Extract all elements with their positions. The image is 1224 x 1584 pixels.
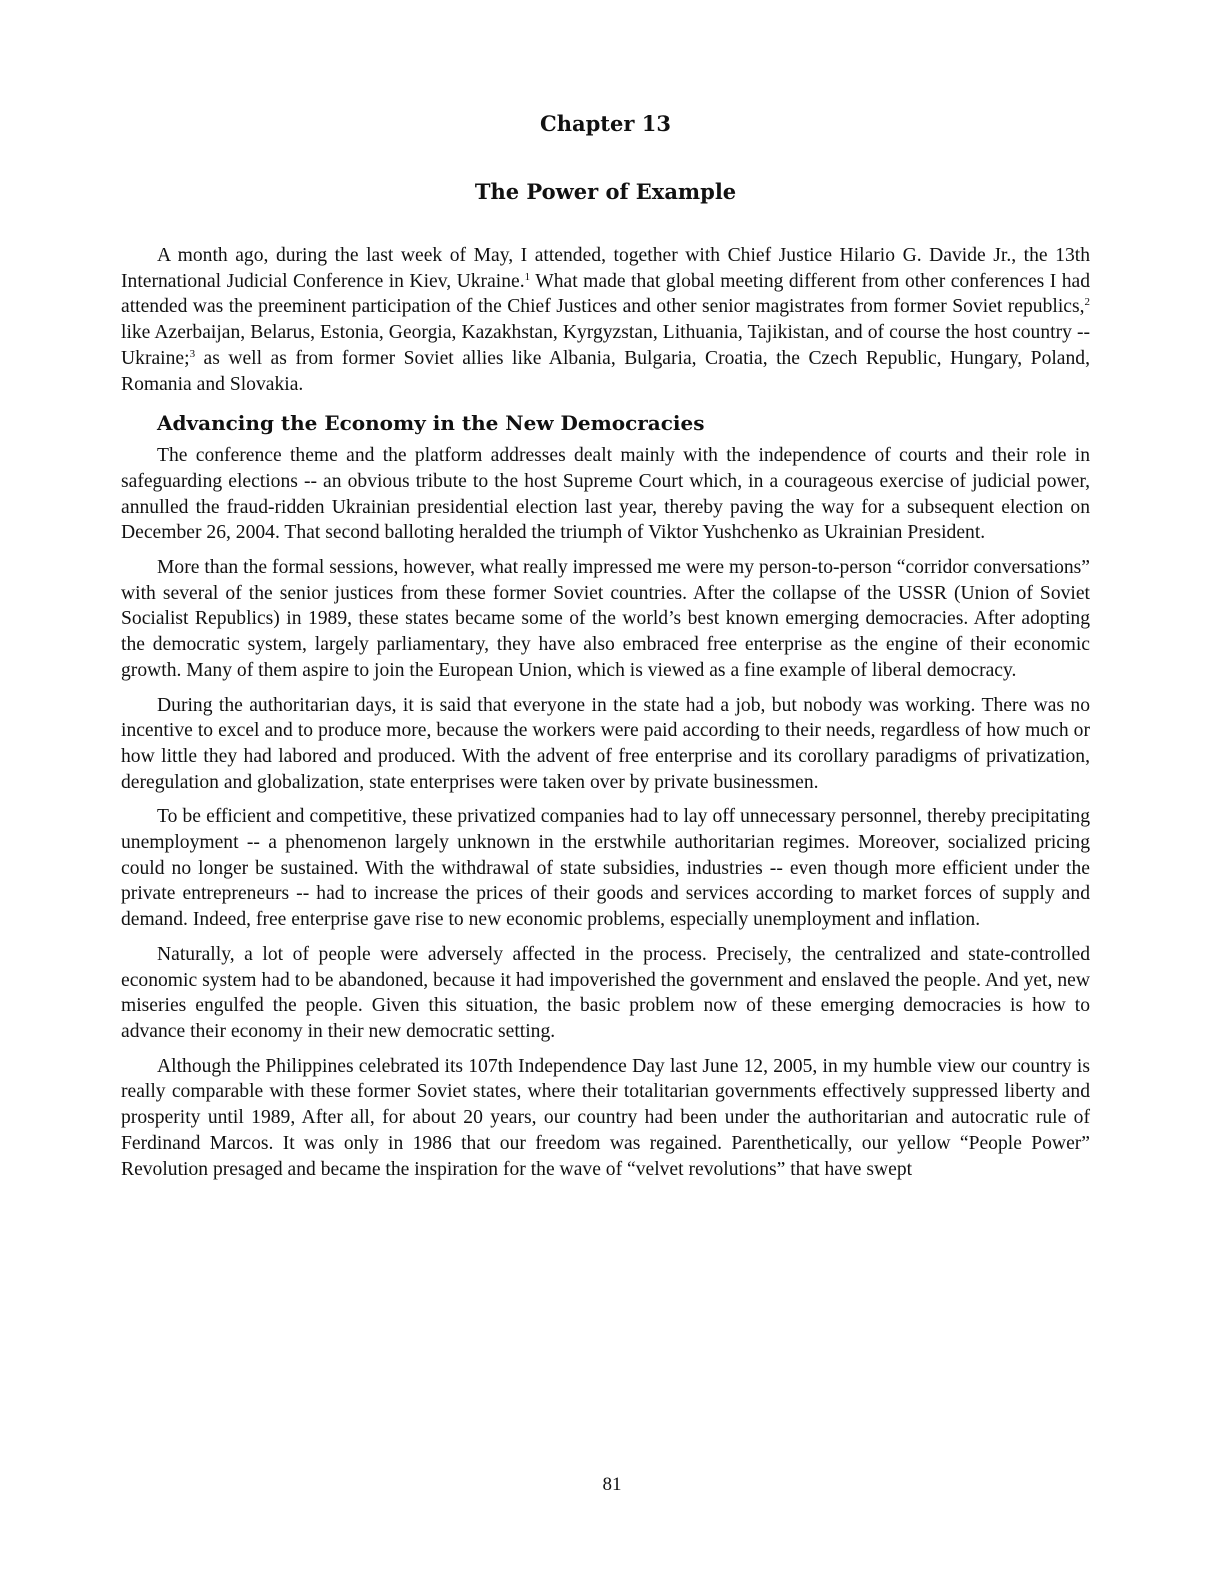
footnote-ref-2[interactable]: 2 xyxy=(1084,296,1090,309)
intro-text-4: as well as from former Soviet allies like Albania, Bulgaria, Croatia, the Czech Republic, Hungary, Poland, Romania and Slovakia. xyxy=(121,347,1090,395)
intro-paragraph xyxy=(121,243,1090,397)
paragraph-conference-theme: The conference theme and the platform addresses dealt mainly with the independence of courts and their role in safeguarding elections -- an obvious tribute to the host Supreme Court which, in a courageous exercise of judicial power, annulled the fraud-ridden Ukrainian presidential election last year, thereby paving the way for a subsequent election on December 26, 2004. That second balloting heralded the triumph of Viktor Yushchenko as Ukrainian President. xyxy=(121,445,1090,544)
paragraph-adversely-affected: Naturally, a lot of people were adversely affected in the process. Precisely, the centralized and state-controlled economic system had to be abandoned, because it had impoverished the government and enslaved the people. And yet, new miseries engulfed the people. Given this situation, the basic problem now of these emerging democracies is how to advance their economy in their new democratic setting. xyxy=(121,943,1090,1042)
page-number: 81 xyxy=(602,1474,622,1495)
footnote-ref-1[interactable]: 1 xyxy=(524,270,531,283)
intro-text-1: A month ago, during the last week of May, I attended, together with Chief Justice Hilario G. Davide Jr., the 13th International Judicial Conference in Kiev, Ukraine. xyxy=(121,245,1090,292)
intro-text-2: What made that global meeting different from other conferences I had attended was the preeminent participation of the Chief Justices and other senior magistrates from former Soviet republics, xyxy=(121,270,1091,318)
paragraph-philippines: Although the Philippines celebrated its 107th Independence Day last June 12, 2005, in my humble view our country is really comparable with these former Soviet states, where their totalitarian governments effectively suppressed liberty and prosperity until 1989, After all, for about 20 years, our country had been under the authoritarian and autocratic rule of Ferdinand Marcos. It was only in 1986 that our freedom was regained. Parenthetically, our yellow “People Power” Revolution presaged and became the inspiration for the wave of “velvet revolutions” that have swept xyxy=(121,1055,1090,1180)
chapter-label: Chapter 13 xyxy=(540,111,671,136)
document-page xyxy=(121,110,1090,1191)
paragraph-privatized-companies: To be efficient and competitive, these privatized companies had to lay off unnecessary personnel, thereby precipitating unemployment -- a phenomenon largely unknown in the erstwhile authoritarian regimes. Moreover, socialized pricing could no longer be sustained. With the withdrawal of state subsidies, industries -- even though more efficient under the private entrepreneurs -- had to increase the prices of their goods and services according to market forces of supply and demand. Indeed, free enterprise gave rise to new economic problems, especially unemployment and inflation. xyxy=(121,806,1090,931)
section-heading: Advancing the Economy in the New Democracies xyxy=(157,411,705,436)
paragraph-corridor-conversations: More than the formal sessions, however, what really impressed me were my person-to-person “corridor conversations” with several of the senior justices from these former Soviet countries. After the collapse of the USSR (Union of Soviet Socialist Republics) in 1989, these states became some of the world’s best known emerging democracies. After adopting the democratic system, largely parliamentary, they have also embraced free enterprise as the engine of their economic growth. Many of them aspire to join the European Union, which is viewed as a fine example of liberal democracy. xyxy=(121,557,1090,681)
body-text xyxy=(121,243,1090,1182)
paragraph-authoritarian-days: During the authoritarian days, it is said that everyone in the state had a job, but nobody was working. There was no incentive to excel and to produce more, because the workers were paid according to their needs, regardless of how much or how little they had labored and produced. With the advent of free enterprise and its corollary paradigms of privatization, deregulation and globalization, state enterprises were taken over by private businessmen. xyxy=(121,694,1090,793)
intro-text-3: like Azerbaijan, Belarus, Estonia, Georgia, Kazakhstan, Kyrgyzstan, Lithuania, Tajikistan, and of course the host country -- Ukraine; xyxy=(121,322,1090,369)
footnote-ref-3[interactable]: 3 xyxy=(189,347,196,360)
chapter-title: The Power of Example xyxy=(474,179,737,204)
